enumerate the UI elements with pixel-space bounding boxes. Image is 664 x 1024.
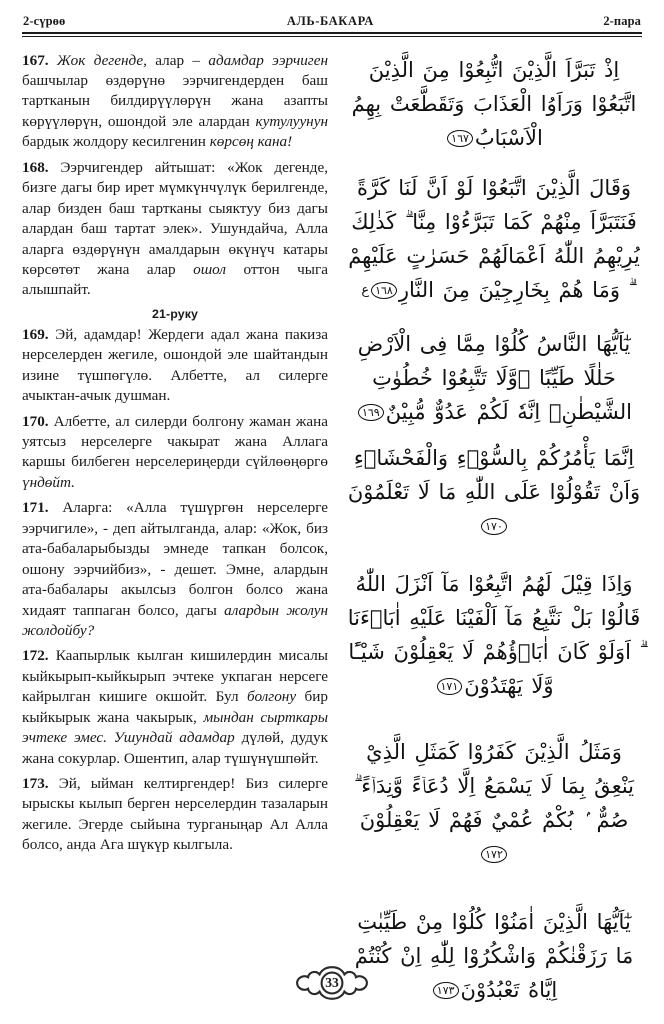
ayah-number-marker: ١٦٩ (358, 404, 384, 421)
ruku-sigil-icon: ع (361, 283, 370, 299)
verse-text-emphasis: көрсөң кана! (209, 133, 293, 151)
ayah-number-marker: ١٧١ (437, 678, 463, 695)
verse-text-emphasis: кутулуунун (255, 112, 328, 130)
ayah-block (346, 735, 642, 871)
verse-text: бардык жолдору кесилгенин (22, 133, 210, 151)
verse-text: Каапырлык кылган кишилердин мисалы кыйкырып-кыйкырып эчтеке укпаган нерсеге кайрылган кишиге окшойт. Бул (22, 647, 328, 706)
verse-text-emphasis: адамдар ээрчиген (208, 51, 328, 69)
verse-number: 171. (22, 499, 49, 517)
page-number: 33 (325, 975, 339, 991)
cloud-oval-ornament-icon (284, 964, 380, 1002)
ayah-text: وَمَثَلُ الَّذِيْنَ كَفَرُوْا كَمَثَلِ الَّذِيْ يَنْعِقُ بِمَا لَا يَسْمَعُ اِلَّا دُعَاۤءً وَّنِدَاۤءً ۗ صُمٌّ ۢ بُكْمٌ عُمْيٌ فَهُمْ لَا يَعْقِلُوْنَ (353, 739, 635, 832)
verse-text-emphasis: үндөйт. (22, 473, 75, 491)
ayah-text: يٰٓاَيُّهَا النَّاسُ كُلُوْا مِمَّا فِى الْاَرْضِ حَلٰلًا طَيِّبًا ۖوَّلَا تَتَّبِعُوْا خُطُوٰتِ الشَّيْطٰنِۗ اِنَّهٗ لَكُمْ عَدُوٌّ مُّبِيْنٌ (357, 331, 633, 424)
verse-text: Аларга: «Алла түшүргөн нерселерге ээрчигиле», - деп айтылганда, алар: «Жок, биз ата-бабаларыбызды эмнеде тапкан болсок, ошону ээрчийбиз», - дешет. Эмне, алардын ата-бабалары акылсыз болгон болсо жана хидаят таппаган болсо, дагы (22, 499, 328, 619)
verse-text: бир кыйкырык жана чакырык, (22, 688, 328, 726)
ayah-number-marker: ١٧٣ (433, 982, 459, 999)
verse-text-emphasis: Жок дегенде, (48, 51, 147, 69)
ayah-text: اِذْ تَبَرَّاَ الَّذِيْنَ اتُّبِعُوْا مِنَ الَّذِيْنَ اتَّبَعُوْا وَرَاَوُا الْعَذَابَ وَتَقَطَّعَتْ بِهِمُ الْاَسْبَابُ (351, 57, 637, 150)
ayah-text: يٰٓاَيُّهَا الَّذِيْنَ اٰمَنُوْا كُلُوْا مِنْ طَيِّبٰتِ مَا رَزَقْنٰكُمْ وَاشْكُرُوْا لِلّٰهِ اِنْ كُنْتُمْ اِيَّاهُ تَعْبُدُوْنَ (354, 909, 634, 1002)
verse-text: дүлөй, дудук жана сокурлар. Ошентип, алар түшүнүшпөйт. (22, 729, 328, 767)
ayah-block (346, 171, 642, 307)
verse-text-emphasis: болгону (247, 688, 297, 706)
ayah-block (346, 567, 642, 703)
arabic-column (346, 51, 642, 1007)
verse-paragraph (22, 325, 328, 407)
verse-number: 168. (22, 158, 49, 176)
header-surah-title: АЛЬ-БАКАРА (286, 14, 374, 28)
ayah-block (346, 53, 642, 155)
verse-number: 170. (22, 412, 49, 430)
ayah-block (346, 441, 642, 543)
verse-paragraph (22, 412, 328, 494)
page-footer (0, 964, 664, 1002)
page-body (22, 51, 642, 1007)
verse-paragraph (22, 158, 328, 301)
verse-text: Эй, ыйман келтиргендер! Биз силерге ырыскы кылып берген нерселердин тазаларын жегиле. Эгерде сыйына турганыңар Ал Алла болсо, анда Ага шүкүр кылгыла. (22, 775, 328, 854)
verse-text: Албетте, ал силерди болгону жаман жана уятсыз нерселерге чакырат жана Аллага каршы билбеген нерселериңерди сүйлөөңөргө (22, 412, 328, 471)
verse-number: 167. (22, 51, 49, 69)
ayah-number-marker: ١٦٧ (447, 130, 473, 147)
verse-text: башчылар өздөрүнө ээрчигендерден баш тартканын билдирүүлөрүн жана азапты көрүүлөрүн, ошондой эле алардан (22, 72, 328, 130)
verse-number: 169. (22, 325, 49, 343)
header-surah-label: 2-сүрөө (23, 14, 66, 28)
verse-text: Ээрчигендер айтышат: «Жок дегенде, бизге дагы бир ирет мүмкүнчүлүк берилгенде, алар бизден баш тартканы сыяктуу биз дагы алардан баш тартат элек». Ушундайча, Алла аларга өздөрүнүн амалдарын өкүнүч катары көрсөтөт жана алар (22, 158, 328, 278)
ruku-heading: 21-руку (152, 306, 198, 321)
ayah-number-marker: ١٧٢ (481, 846, 507, 863)
verse-text: Эй, адамдар! Жердеги адал жана пакиза нерселерден жегиле, ошондой эле шайтандын изине түшпөгүлө. Албетте, ал силерге ачыктан-ачык душман. (22, 325, 328, 405)
ayah-text: وَقَالَ الَّذِيْنَ اتَّبَعُوْا لَوْ اَنَّ لَنَا كَرَّةً فَنَتَبَرَّاَ مِنْهُمْ كَمَا تَبَرَّءُوْا مِنَّا ۗ كَذٰلِكَ يُرِيْهِمُ اللّٰهُ اَعْمَالَهُمْ حَسَرٰتٍ عَلَيْهِمْ ۗ وَمَا هُمْ بِخَارِجِيْنَ مِنَ النَّارِ (348, 175, 640, 302)
verse-text: алар – (146, 51, 209, 69)
ayah-text: اِنَّمَا يَأْمُرُكُمْ بِالسُّوْۤءِ وَالْفَحْشَاۤءِ وَاَنْ تَقُوْلُوْا عَلَى اللّٰهِ مَا لَا تَعْلَمُوْنَ (347, 445, 641, 504)
ayah-block (346, 327, 642, 429)
ayah-text: وَاِذَا قِيْلَ لَهُمُ اتَّبِعُوْا مَآ اَنْزَلَ اللّٰهُ قَالُوْا بَلْ نَتَّبِعُ مَآ اَلْفَيْنَا عَلَيْهِ اٰبَاۤءَنَا ۗ اَوَلَوْ كَانَ اٰبَاۤؤُهُمْ لَا يَعْقِلُوْنَ شَيْـًٔا وَّلَا يَهْتَدُوْنَ (347, 571, 641, 698)
verse-number: 172. (22, 647, 49, 665)
verse-paragraph (22, 498, 328, 641)
verse-text-emphasis: ошол (193, 260, 227, 278)
verse-text-emphasis: мындан сырткары эчтеке эмес. Ушундай адамдар (22, 708, 328, 747)
verse-text: оттон чыга алышпайт. (22, 260, 328, 299)
verse-number: 173. (22, 775, 49, 793)
ayah-number-marker: ١٦٨ (371, 282, 397, 299)
translation-column (22, 51, 328, 856)
ayah-number-marker: ١٧٠ (481, 518, 507, 535)
verse-paragraph (22, 774, 328, 856)
header-divider-rule (22, 32, 642, 37)
header-juz-label: 2-пара (603, 14, 641, 28)
verse-text-emphasis: алардын жолун жолдойбу? (22, 601, 328, 639)
verse-paragraph (22, 51, 328, 153)
verse-paragraph (22, 646, 328, 769)
running-header (22, 14, 642, 32)
